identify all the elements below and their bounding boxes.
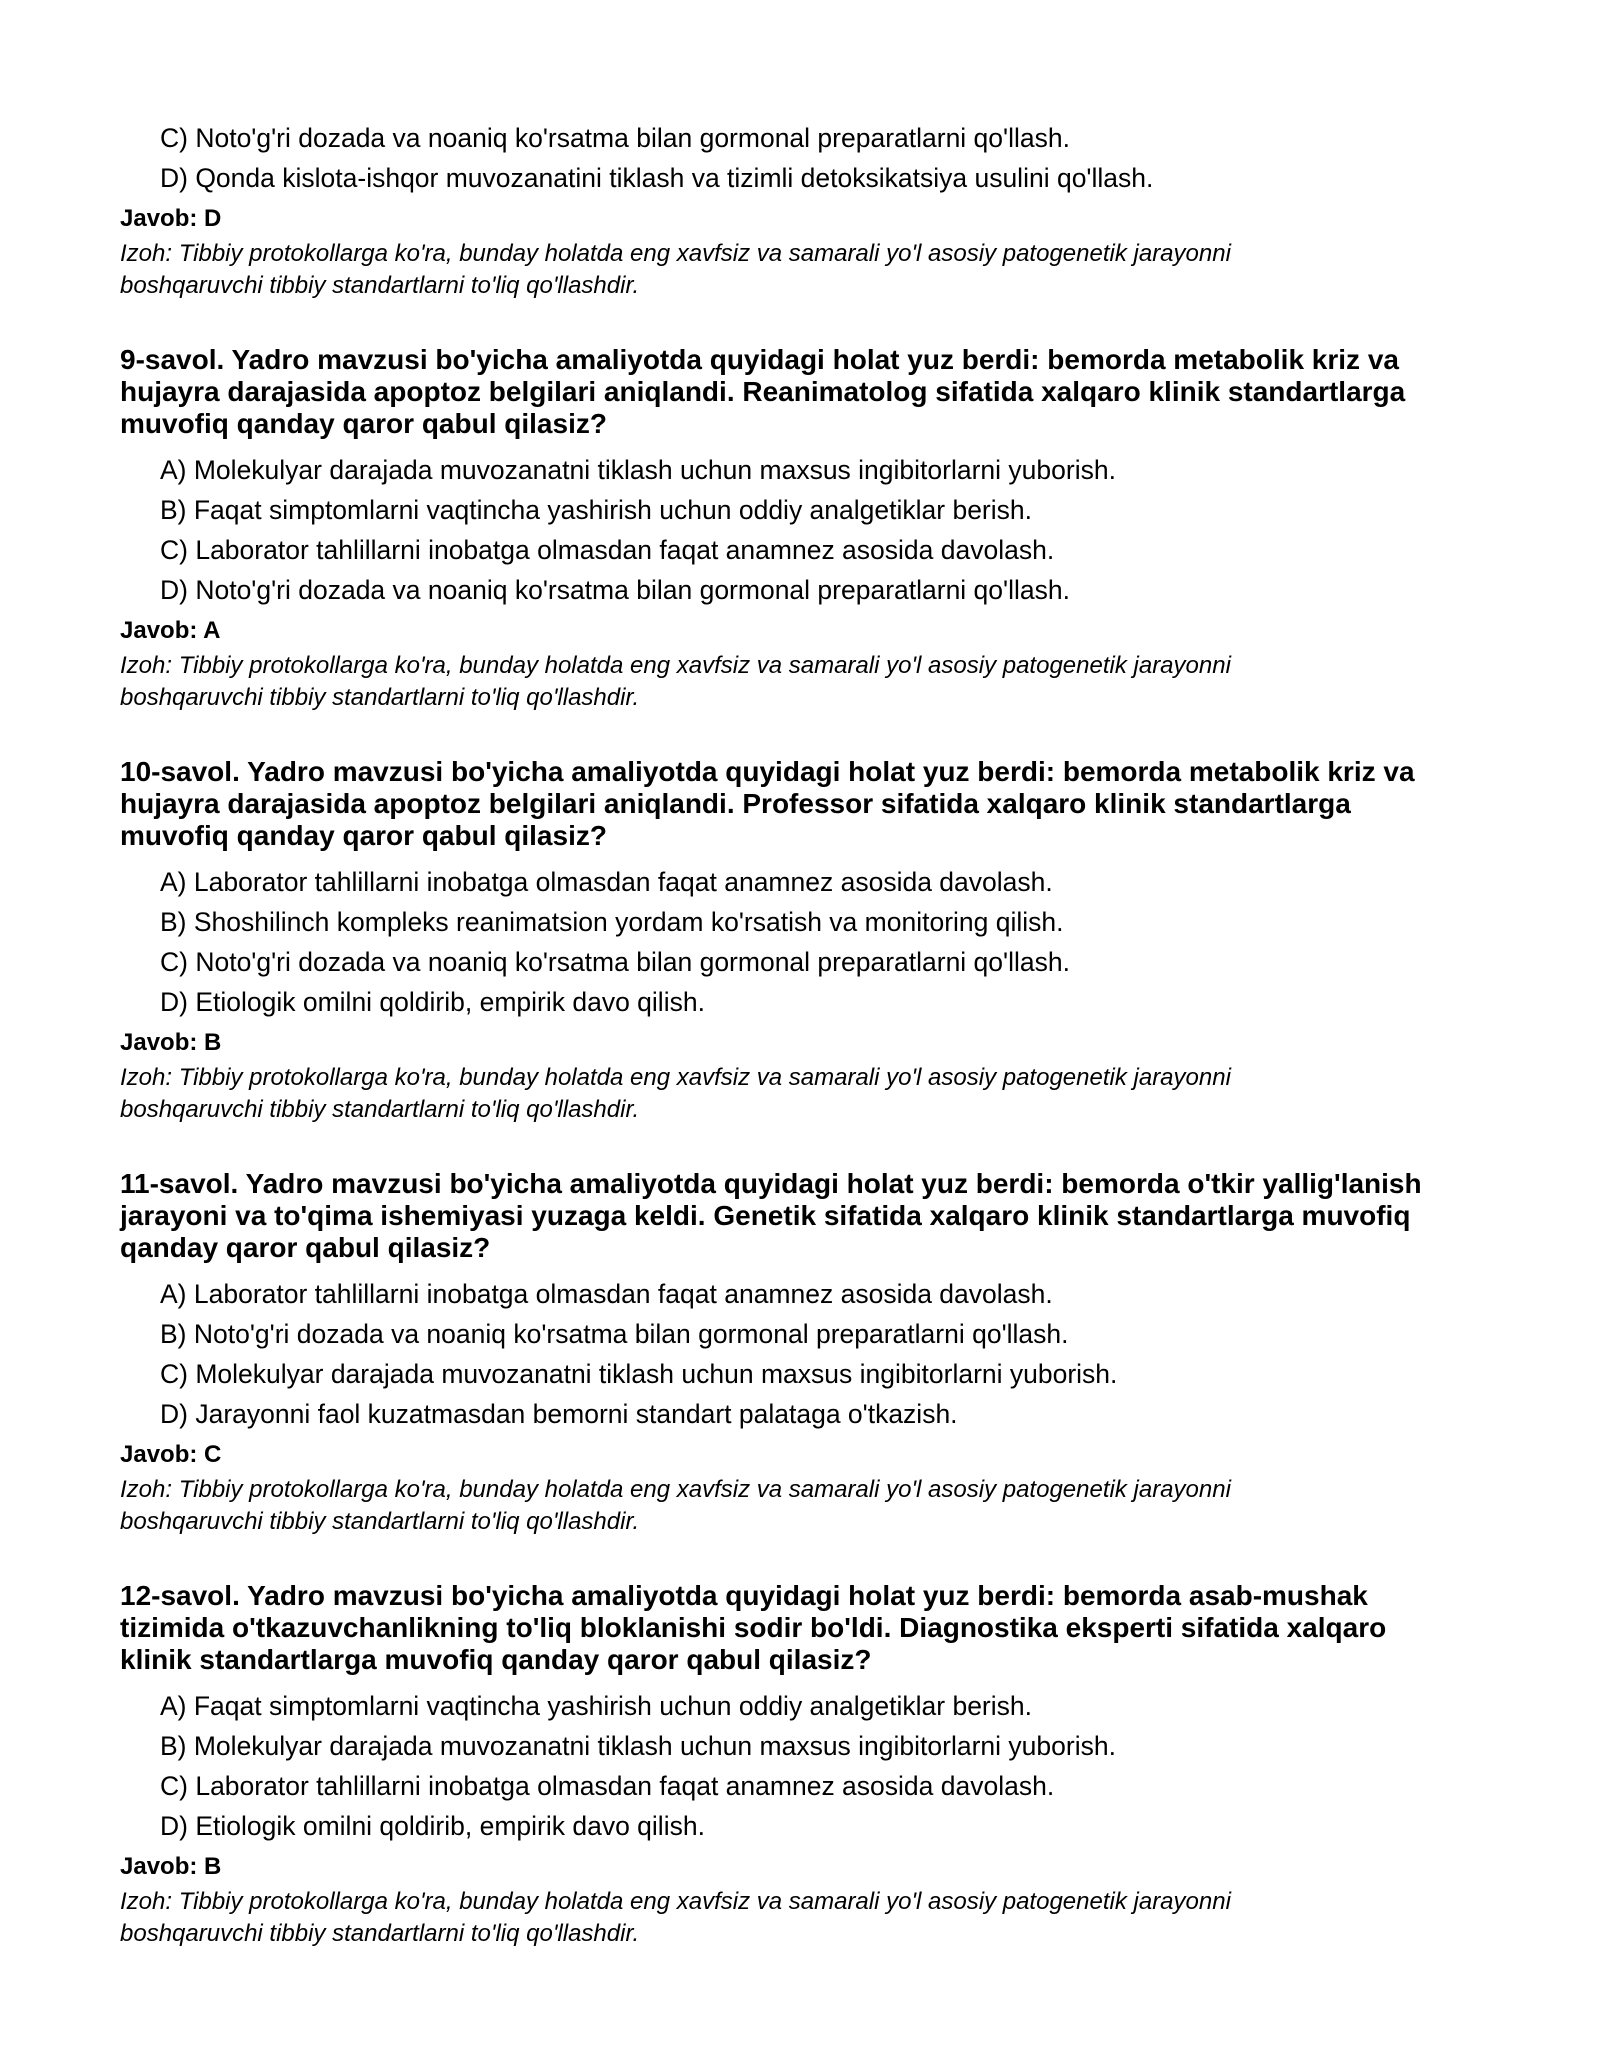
option-c: C) Noto'g'ri dozada va noaniq ko'rsatma bilan gormonal preparatlarni qo'llash. [160,947,1070,977]
explanation-note [120,238,1480,302]
question-9 [120,344,1480,714]
question-line: hujayra darajasida apoptoz belgilari aniqlandi. Reanimatolog sifatida xalqaro klinik standartlarga [120,376,1406,407]
question-line: 11-savol. Yadro mavzusi bo'yicha amaliyotda quyidagi holat yuz berdi: bemorda o'tkir yallig'lanish [120,1168,1422,1199]
question-text [120,756,1480,852]
note-line: boshqaruvchi tibbiy standartlarni to'liq qo'llashdir. [120,272,640,299]
option-b: B) Molekulyar darajada muvozanatni tiklash uchun maxsus ingibitorlarni yuborish. [160,1731,1116,1761]
question-text [120,1580,1480,1676]
option-c: C) Noto'g'ri dozada va noaniq ko'rsatma bilan gormonal preparatlarni qo'llash. [160,123,1070,153]
option-d: D) Jarayonni faol kuzatmasdan bemorni standart palataga o'tkazish. [160,1399,958,1429]
question-line: jarayoni va to'qima ishemiyasi yuzaga keldi. Genetik sifatida xalqaro klinik standartlarga muvofiq [120,1200,1411,1231]
question-10 [120,756,1480,1126]
question-text [120,344,1480,440]
question-line: muvofiq qanday qaror qabul qilasiz? [120,408,607,439]
option-c: C) Laborator tahlillarni inobatga olmasdan faqat anamnez asosida davolash. [160,535,1055,565]
answer-label: Javob: B [120,1853,222,1880]
option-a: A) Laborator tahlillarni inobatga olmasdan faqat anamnez asosida davolash. [160,1279,1053,1309]
note-line: boshqaruvchi tibbiy standartlarni to'liq qo'llashdir. [120,1920,640,1947]
question-line: qanday qaror qabul qilasiz? [120,1232,491,1263]
question-8-continuation [120,118,1480,302]
note-line: Izoh: Tibbiy protokollarga ko'ra, bunday holatda eng xavfsiz va samarali yo'l asosiy patogenetik jarayonni [120,240,1231,267]
answer-label: Javob: C [120,1441,222,1468]
option-a: A) Laborator tahlillarni inobatga olmasdan faqat anamnez asosida davolash. [160,867,1053,897]
question-12 [120,1580,1480,1950]
option-d: D) Etiologik omilni qoldirib, empirik davo qilish. [160,1811,705,1841]
question-line: tizimida o'tkazuvchanlikning to'liq bloklanishi sodir bo'ldi. Diagnostika eksperti sifatida xalqaro [120,1612,1387,1643]
question-line: klinik standartlarga muvofiq qanday qaror qabul qilasiz? [120,1644,872,1675]
option-c: C) Laborator tahlillarni inobatga olmasdan faqat anamnez asosida davolash. [160,1771,1055,1801]
question-line: hujayra darajasida apoptoz belgilari aniqlandi. Professor sifatida xalqaro klinik standartlarga [120,788,1351,819]
question-11 [120,1168,1480,1538]
note-line: Izoh: Tibbiy protokollarga ko'ra, bunday holatda eng xavfsiz va samarali yo'l asosiy patogenetik jarayonni [120,1064,1231,1091]
note-line: Izoh: Tibbiy protokollarga ko'ra, bunday holatda eng xavfsiz va samarali yo'l asosiy patogenetik jarayonni [120,652,1231,679]
question-line: 10-savol. Yadro mavzusi bo'yicha amaliyotda quyidagi holat yuz berdi: bemorda metabolik kriz va [120,756,1415,787]
option-c: C) Molekulyar darajada muvozanatni tiklash uchun maxsus ingibitorlarni yuborish. [160,1359,1118,1389]
note-line: Izoh: Tibbiy protokollarga ko'ra, bunday holatda eng xavfsiz va samarali yo'l asosiy patogenetik jarayonni [120,1476,1231,1503]
answer-label: Javob: D [120,205,222,232]
explanation-note [120,1474,1480,1538]
explanation-note [120,1062,1480,1126]
option-d: D) Etiologik omilni qoldirib, empirik davo qilish. [160,987,705,1017]
question-line: muvofiq qanday qaror qabul qilasiz? [120,820,607,851]
question-text [120,1168,1480,1264]
question-line: 12-savol. Yadro mavzusi bo'yicha amaliyotda quyidagi holat yuz berdi: bemorda asab-mushak [120,1580,1368,1611]
note-line: Izoh: Tibbiy protokollarga ko'ra, bunday holatda eng xavfsiz va samarali yo'l asosiy patogenetik jarayonni [120,1888,1231,1915]
note-line: boshqaruvchi tibbiy standartlarni to'liq qo'llashdir. [120,684,640,711]
option-b: B) Shoshilinch kompleks reanimatsion yordam ko'rsatish va monitoring qilish. [160,907,1064,937]
option-a: A) Molekulyar darajada muvozanatni tiklash uchun maxsus ingibitorlarni yuborish. [160,455,1116,485]
option-b: B) Noto'g'ri dozada va noaniq ko'rsatma bilan gormonal preparatlarni qo'llash. [160,1319,1069,1349]
document-page [120,118,1480,1950]
question-line: 9-savol. Yadro mavzusi bo'yicha amaliyotda quyidagi holat yuz berdi: bemorda metabolik kriz va [120,344,1399,375]
answer-label: Javob: A [120,617,221,644]
note-line: boshqaruvchi tibbiy standartlarni to'liq qo'llashdir. [120,1508,640,1535]
option-d: D) Noto'g'ri dozada va noaniq ko'rsatma bilan gormonal preparatlarni qo'llash. [160,575,1070,605]
explanation-note [120,1886,1480,1950]
option-b: B) Faqat simptomlarni vaqtincha yashirish uchun oddiy analgetiklar berish. [160,495,1032,525]
note-line: boshqaruvchi tibbiy standartlarni to'liq qo'llashdir. [120,1096,640,1123]
option-d: D) Qonda kislota-ishqor muvozanatini tiklash va tizimli detoksikatsiya usulini qo'llash. [160,163,1154,193]
option-a: A) Faqat simptomlarni vaqtincha yashirish uchun oddiy analgetiklar berish. [160,1691,1032,1721]
explanation-note [120,650,1480,714]
answer-label: Javob: B [120,1029,222,1056]
